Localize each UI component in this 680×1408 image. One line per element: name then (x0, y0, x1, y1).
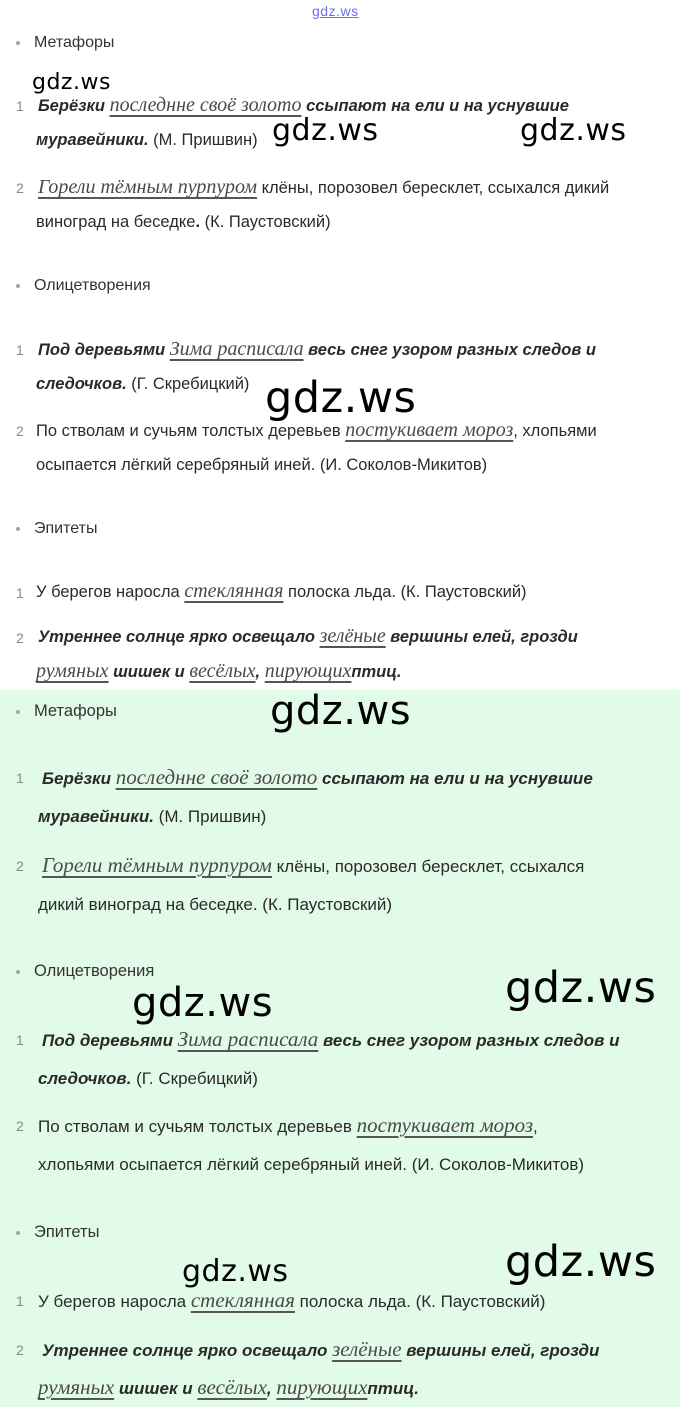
heading-epithets: Эпитеты (16, 1223, 99, 1242)
watermark: gdz.ws (505, 963, 657, 1013)
list-item: Под деревьями Зима расписала весь снег узором разных следов и (42, 1027, 620, 1051)
list-item: У берегов наросла стеклянная полоска льда. (К. Паустовский) (36, 580, 527, 602)
bullet-icon (16, 970, 20, 974)
item-number: 1 (16, 98, 24, 114)
watermark: gdz.ws (265, 373, 417, 423)
list-item: Утреннее солнце ярко освещало зелёные вершины елей, грозди (38, 625, 578, 647)
list-item-line2: следочков. (Г. Скребицкий) (36, 375, 250, 393)
watermark-link[interactable]: gdz.ws (312, 3, 359, 19)
heading-personification: Олицетворения (16, 962, 154, 981)
watermark: gdz.ws (505, 1237, 657, 1287)
list-item-line2: осыпается лёгкий серебряный иней. (И. Соколов-Микитов) (36, 456, 488, 474)
item-number: 2 (16, 180, 24, 196)
list-item: Под деревьями Зима расписала весь снег узором разных следов и (38, 338, 596, 360)
item-number: 1 (16, 342, 24, 358)
bullet-icon (16, 710, 20, 714)
watermark: gdz.ws (520, 113, 627, 148)
item-number: 1 (16, 585, 24, 601)
list-item: Горели тёмным пурпуром клёны, порозовел бересклет, ссыхался (42, 853, 585, 877)
watermark: gdz.ws (32, 70, 111, 95)
watermark: gdz.ws (272, 113, 379, 148)
item-number: 2 (16, 630, 24, 646)
list-item-line2: румяных шишек и весёлых, пирующихптиц. (38, 1375, 419, 1399)
list-item-line2: хлопьями осыпается лёгкий серебряный иней. (И. Соколов-Микитов) (38, 1155, 585, 1174)
list-item-line2: следочков. (Г. Скребицкий) (38, 1069, 258, 1088)
list-item: У берегов наросла стеклянная полоска льда. (К. Паустовский) (38, 1288, 546, 1312)
list-item: По стволам и сучьям толстых деревьев постукивает мороз, (38, 1113, 538, 1137)
heading-personification: Олицетворения (16, 277, 151, 295)
item-number: 2 (16, 1342, 24, 1358)
bullet-icon (16, 284, 20, 288)
item-number: 2 (16, 858, 24, 874)
list-item: Берёзки последнне своё золото ссыпают на ели и на уснувшие (38, 94, 569, 116)
item-number: 2 (16, 1118, 24, 1134)
watermark: gdz.ws (270, 688, 412, 734)
item-number: 1 (16, 770, 24, 786)
bullet-icon (16, 527, 20, 531)
bullet-icon (16, 1231, 20, 1235)
heading-metaphors: Метафоры (16, 34, 114, 52)
list-item-line2: виноград на беседке. (К. Паустовский) (36, 213, 331, 231)
list-item: Горели тёмным пурпуром клёны, порозовел бересклет, ссыхался дикий (38, 176, 610, 198)
item-number: 1 (16, 1293, 24, 1309)
list-item: По стволам и сучьям толстых деревьев постукивает мороз, хлопьями (36, 419, 597, 441)
list-item-line2: дикий виноград на беседке. (К. Паустовский) (38, 895, 393, 914)
list-item-line2: муравейники. (М. Пришвин) (36, 131, 258, 149)
bullet-icon (16, 41, 20, 45)
heading-epithets: Эпитеты (16, 520, 97, 538)
watermark: gdz.ws (132, 980, 274, 1026)
watermark: gdz.ws (182, 1254, 289, 1289)
item-number: 1 (16, 1032, 24, 1048)
list-item-line2: румяных шишек и весёлых, пирующихптиц. (36, 660, 402, 682)
list-item: Берёзки последнне своё золото ссыпают на ели и на уснувшие (42, 765, 593, 789)
heading-metaphors: Метафоры (16, 702, 117, 721)
list-item: Утреннее солнце ярко освещало зелёные вершины елей, грозди (42, 1337, 600, 1361)
item-number: 2 (16, 423, 24, 439)
list-item-line2: муравейники. (М. Пришвин) (38, 807, 267, 826)
